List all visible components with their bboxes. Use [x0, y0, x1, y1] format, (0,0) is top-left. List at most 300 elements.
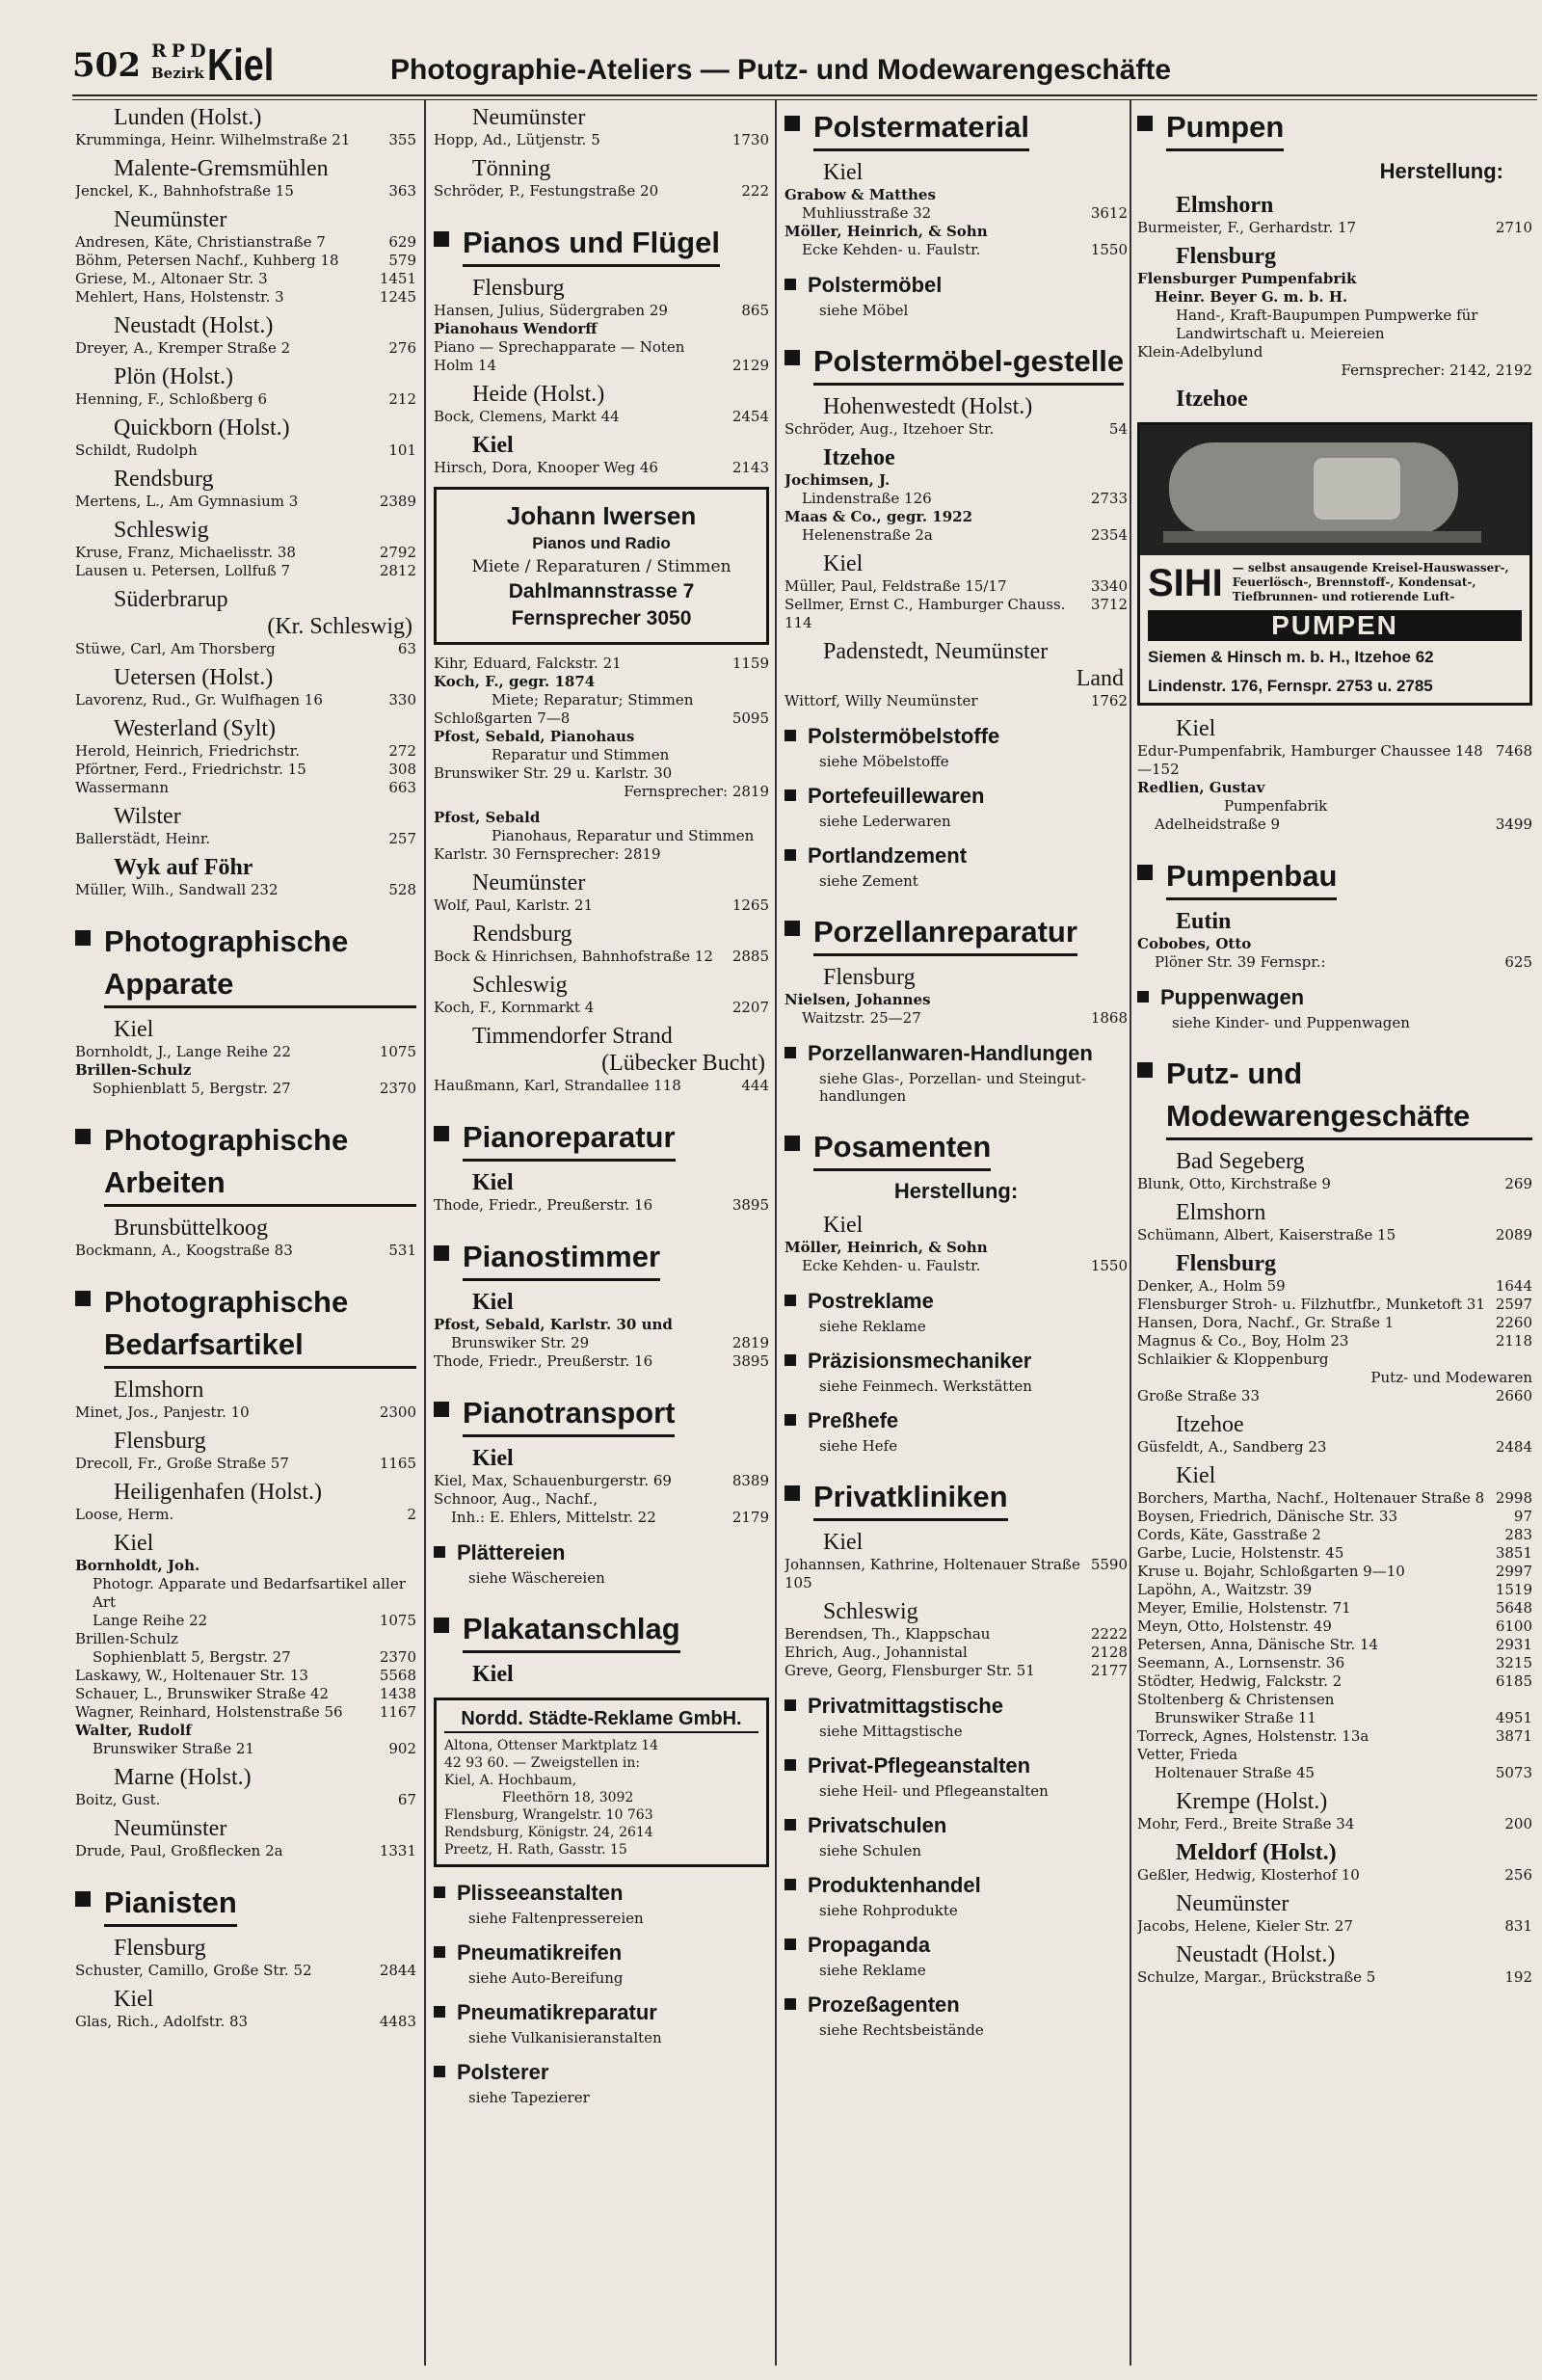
cross-reference: siehe Lederwaren	[819, 813, 951, 830]
listing-name: Mehlert, Hans, Holstenstr. 3	[75, 288, 284, 306]
listing-phone: 308	[388, 761, 416, 778]
city-heading: Krempe (Holst.)	[1176, 1789, 1328, 1814]
section-heading	[434, 1116, 769, 1162]
listing	[434, 709, 769, 728]
listing	[1137, 1314, 1532, 1332]
section-marker	[784, 1998, 796, 2010]
city-heading: Hohenwestedt (Holst.)	[823, 394, 1033, 419]
city-heading: Kiel	[1176, 716, 1216, 741]
listing-phone: 2660	[1495, 1387, 1532, 1404]
listing	[1137, 742, 1532, 779]
listing	[1137, 1175, 1532, 1193]
listing	[1137, 1917, 1532, 1936]
listing-phone: 1075	[379, 1612, 416, 1629]
header-rule	[72, 94, 1537, 96]
city-subheading: Land	[1076, 666, 1124, 691]
section-title: Privatmittagstische	[808, 1694, 1003, 1718]
city-heading: Neumünster	[472, 105, 586, 130]
listing-phone: 1438	[379, 1685, 416, 1702]
column-divider	[424, 100, 426, 2366]
city-heading: Quickborn (Holst.)	[114, 415, 290, 441]
listing	[1137, 1654, 1532, 1672]
listing	[784, 577, 1128, 596]
listing	[784, 1009, 1128, 1028]
listing-name: Kihr, Eduard, Falckstr. 21	[434, 655, 622, 672]
section-marker	[784, 279, 796, 290]
city-heading: Neumünster	[114, 1816, 227, 1841]
listing	[75, 1648, 416, 1667]
section-marker	[784, 350, 800, 365]
listing	[1137, 1672, 1532, 1691]
listing-phone: 1868	[1090, 1009, 1128, 1027]
section-title: Produktenhandel	[808, 1873, 981, 1897]
listing-phone: 4483	[379, 2013, 416, 2030]
listing	[75, 1630, 416, 1648]
city-heading: Süderbrarup	[114, 587, 228, 612]
listing-phone: 5568	[379, 1667, 416, 1684]
listing	[75, 1703, 416, 1722]
listing-name: Mohr, Ferd., Breite Straße 34	[1137, 1815, 1355, 1832]
listing-phone: 2260	[1495, 1314, 1532, 1331]
listing-name: Blunk, Otto, Kirchstraße 9	[1137, 1175, 1331, 1192]
ad-line: Fleethörn 18, 3092	[502, 1790, 634, 1805]
listing-phone: 2931	[1495, 1636, 1532, 1653]
listing	[1137, 1636, 1532, 1654]
listing-phone: 330	[388, 691, 416, 709]
city-heading: Kiel	[114, 1531, 154, 1556]
section-title: Puppenwagen	[1160, 985, 1305, 1009]
city-heading: Neustadt (Holst.)	[1176, 1942, 1336, 1967]
listing	[434, 459, 769, 477]
city-heading: Kiel	[472, 1290, 514, 1315]
section-marker	[784, 1819, 796, 1831]
listing	[784, 596, 1128, 632]
listing-phone: 2207	[731, 999, 769, 1016]
listing-note: Piano — Sprechapparate — Noten	[434, 338, 685, 356]
city-heading: Brunsbüttelkoog	[114, 1216, 268, 1241]
section-heading	[434, 1236, 769, 1281]
listing-phone: 3499	[1495, 816, 1532, 833]
listing-name: Sellmer, Ernst C., Hamburger Chauss. 114	[784, 596, 1066, 631]
listing-phone: 200	[1504, 1815, 1532, 1832]
section-marker	[784, 1879, 796, 1890]
listing-phone: 1550	[1090, 1257, 1128, 1274]
listing-phone: 2143	[731, 459, 769, 476]
listing-name: Muhliusstraße 32	[802, 204, 932, 222]
listing-name: Pfost, Sebald, Pianohaus	[434, 728, 635, 745]
listing-name: Vetter, Frieda	[1137, 1746, 1238, 1763]
section-marker	[1137, 865, 1153, 880]
listing	[75, 1242, 416, 1260]
listing-phone: 1167	[379, 1703, 416, 1721]
listing-phone: 5590	[1090, 1556, 1128, 1573]
section-title: Putz- und Modewarengeschäfte	[1166, 1053, 1532, 1140]
cross-reference: siehe Möbel	[819, 302, 909, 319]
listing-phone: 3712	[1090, 596, 1128, 613]
section-marker	[434, 2066, 445, 2077]
listing-phone: 192	[1504, 1968, 1532, 1986]
section-heading	[75, 921, 416, 1008]
listing	[434, 182, 769, 201]
city-heading: Meldorf (Holst.)	[1176, 1840, 1337, 1865]
section-heading	[434, 1608, 769, 1653]
section-title: Privatkliniken	[813, 1476, 1008, 1521]
listing-phone: 101	[388, 441, 416, 459]
section-heading	[784, 1933, 1128, 1958]
listing-name: Helenenstraße 2a	[802, 526, 933, 544]
listing	[784, 692, 1128, 710]
section-marker	[75, 1291, 91, 1306]
listing-name: Stoltenberg & Christensen	[1137, 1691, 1335, 1708]
listing-phone: 2885	[731, 948, 769, 965]
cross-reference: siehe Kinder- und Puppenwagen	[1172, 1014, 1410, 1031]
ad-phone: Fernsprecher 3050	[511, 607, 692, 629]
section-marker	[434, 1618, 449, 1633]
column-divider	[1130, 100, 1131, 2366]
listing-phone: 2733	[1090, 490, 1128, 507]
listing	[75, 1740, 416, 1758]
listing-name: Stüwe, Carl, Am Thorsberg	[75, 640, 276, 657]
listing	[434, 1472, 769, 1490]
listing	[1137, 1563, 1532, 1581]
section-title: Privatschulen	[808, 1813, 947, 1837]
listing-name: Jenckel, K., Bahnhofstraße 15	[75, 182, 294, 200]
ad-line: Preetz, H. Rath, Gasstr. 15	[444, 1842, 627, 1858]
column-2	[434, 100, 769, 2366]
city-heading: Uetersen (Holst.)	[114, 665, 274, 690]
section-title: Pneumatikreifen	[457, 1940, 623, 1965]
cross-reference: siehe Auto-Bereifung	[468, 1969, 624, 1987]
section-heading	[75, 1119, 416, 1207]
listing-name: Drecoll, Fr., Große Straße 57	[75, 1455, 289, 1472]
listing-name: Schlaikier & Kloppenburg	[1137, 1350, 1329, 1368]
section-heading	[784, 1873, 1128, 1898]
section-marker	[75, 1129, 91, 1144]
city-heading: Rendsburg	[472, 922, 572, 947]
listing	[75, 252, 416, 270]
listing	[434, 1334, 769, 1352]
listing-note: Miete; Reparatur; Stimmen	[492, 691, 694, 709]
section-marker	[784, 1759, 796, 1771]
section-heading	[784, 1126, 1128, 1171]
city-heading: Kiel	[823, 1213, 864, 1238]
listing-name: Schümann, Albert, Kaiserstraße 15	[1137, 1226, 1396, 1243]
listing-name: Hirsch, Dora, Knooper Weg 46	[434, 459, 658, 476]
section-heading	[784, 1813, 1128, 1838]
ad-line: Flensburg, Wrangelstr. 10 763	[444, 1807, 653, 1823]
listing-name: Lange Reihe 22	[93, 1612, 208, 1629]
listing-phone: 6100	[1495, 1618, 1532, 1635]
city-heading: Lunden (Holst.)	[114, 105, 262, 130]
section-heading	[784, 911, 1128, 956]
ad-line: Rendsburg, Königstr. 24, 2614	[444, 1825, 653, 1840]
listing-phone: 531	[388, 1242, 416, 1259]
listing-phone: 5073	[1495, 1764, 1532, 1781]
city-heading: Malente-Gremsmühlen	[114, 156, 329, 181]
listing-name: Koch, F., Kornmarkt 4	[434, 999, 595, 1016]
city-heading: Flensburg	[114, 1936, 206, 1961]
listing-name: Inh.: E. Ehlers, Mittelstr. 22	[451, 1509, 656, 1526]
advertisement-iwersen	[434, 487, 769, 645]
listing-name: Loose, Herm.	[75, 1506, 174, 1523]
cross-reference: siehe Reklame	[819, 1318, 926, 1335]
listing	[1137, 1866, 1532, 1885]
section-heading	[75, 1281, 416, 1369]
listing	[1137, 1387, 1532, 1405]
listing	[1137, 343, 1532, 361]
listing-name: Jochimsen, J.	[784, 471, 891, 489]
city-heading: Itzehoe	[1176, 1412, 1244, 1437]
listing-phone: 2179	[731, 1509, 769, 1526]
section-heading	[784, 1476, 1128, 1521]
cross-reference: siehe Rohprodukte	[819, 1902, 958, 1919]
listing-name: Griese, M., Altonaer Str. 3	[75, 270, 268, 287]
listing-name: Klein-Adelbylund	[1137, 343, 1263, 361]
section-title: Posamenten	[813, 1126, 991, 1171]
listing-name: Bock & Hinrichsen, Bahnhofstraße 12	[434, 948, 713, 965]
listing-name: Flensburger Stroh- u. Filzhutfbr., Munketoft 31	[1137, 1296, 1485, 1313]
section-heading	[784, 1041, 1128, 1066]
listing	[75, 1455, 416, 1473]
listing-phone: 257	[388, 830, 416, 847]
listing-note: Pumpenfabrik	[1224, 797, 1328, 815]
section-title: Pumpen	[1166, 106, 1284, 151]
cross-reference: siehe Rechtsbeistände	[819, 2021, 984, 2039]
city-heading: Heide (Holst.)	[472, 382, 605, 407]
listing	[1137, 953, 1532, 972]
listing	[434, 1196, 769, 1215]
listing	[434, 357, 769, 375]
city-heading: Kiel	[472, 1170, 514, 1195]
city-subheading: (Lübecker Bucht)	[601, 1051, 765, 1076]
listing-name: Schröder, Aug., Itzehoer Str.	[784, 420, 995, 438]
listing	[1137, 1727, 1532, 1746]
section-title: Prozeßagenten	[808, 1992, 960, 2017]
listing	[784, 526, 1128, 545]
listing	[1137, 1350, 1532, 1369]
listing-phone: 1451	[379, 270, 416, 287]
section-marker	[784, 921, 800, 936]
section-title: Photographische Arbeiten	[104, 1119, 416, 1207]
city-heading: Bad Segeberg	[1176, 1149, 1305, 1174]
listing	[75, 233, 416, 252]
section-title: Pumpenbau	[1166, 855, 1337, 900]
listing-name: Schuster, Camillo, Große Str. 52	[75, 1962, 312, 1979]
listing-name: Boysen, Friedrich, Dänische Str. 33	[1137, 1508, 1397, 1525]
listing	[784, 471, 1128, 490]
listing	[784, 1625, 1128, 1644]
listing	[75, 1722, 416, 1740]
listing-phone: 663	[388, 779, 416, 796]
pump-motor-shape	[1314, 458, 1400, 520]
ad-address: Dahlmannstrasse 7	[508, 580, 695, 602]
listing-name: Güsfeldt, A., Sandberg 23	[1137, 1438, 1327, 1456]
city-heading: Elmshorn	[1176, 193, 1274, 218]
listing-name: Möller, Heinrich, & Sohn	[784, 223, 988, 240]
listing	[434, 948, 769, 966]
section-marker	[784, 1485, 800, 1501]
listing-name: Böhm, Petersen Nachf., Kuhberg 18	[75, 252, 339, 269]
listing-name: Dreyer, A., Kremper Straße 2	[75, 339, 291, 357]
listing-name: Thode, Friedr., Preußerstr. 16	[434, 1352, 653, 1370]
section-marker	[434, 1402, 449, 1417]
listing-phone: 212	[388, 390, 416, 408]
ad-company-name: Johann Iwersen	[506, 501, 697, 530]
listing	[434, 809, 769, 827]
listing	[1137, 1332, 1532, 1350]
section-marker	[784, 1295, 796, 1306]
listing-phone: 1730	[731, 131, 769, 148]
listing	[75, 1685, 416, 1703]
listing	[75, 182, 416, 201]
section-marker	[434, 1886, 445, 1898]
listing-phone: 283	[1504, 1526, 1532, 1543]
listing	[434, 1352, 769, 1371]
listing-phone: 2998	[1495, 1489, 1532, 1507]
ad-headline	[1140, 555, 1529, 606]
listing-name: Schloßgarten 7—8	[434, 709, 571, 727]
city-heading: Kiel	[823, 1530, 864, 1555]
listing	[75, 288, 416, 307]
listing-phone: 7468	[1495, 742, 1532, 760]
listing	[784, 186, 1128, 204]
listing-name: Kruse u. Bojahr, Schloßgarten 9—10	[1137, 1563, 1405, 1580]
listing-name: Brunswiker Str. 29	[451, 1334, 590, 1351]
listing-name: Drude, Paul, Großflecken 2a	[75, 1842, 283, 1859]
section-marker	[1137, 991, 1149, 1003]
listing-name: Herold, Heinrich, Friedrichstr.	[75, 742, 300, 760]
listing-phone: 3340	[1090, 577, 1128, 595]
section-marker	[75, 1891, 91, 1907]
listing-note: Photogr. Apparate und Bedarfsartikel aller Art	[93, 1575, 406, 1611]
listing-phone: 1075	[379, 1043, 416, 1060]
listing-name: Hopp, Ad., Lütjenstr. 5	[434, 131, 600, 148]
section-heading	[784, 1992, 1128, 2018]
section-title: Portefeuillewaren	[808, 784, 985, 808]
listing-name: Wassermann	[75, 779, 169, 796]
section-marker	[434, 1946, 445, 1958]
section-marker	[784, 1354, 796, 1366]
listing-phone: 63	[397, 640, 416, 657]
listing-phone: 3215	[1495, 1654, 1532, 1671]
listing	[434, 320, 769, 338]
listing-phone: 4951	[1495, 1709, 1532, 1726]
section-title: Pianostimmer	[463, 1236, 660, 1281]
listing-name: Holtenauer Straße 45	[1155, 1764, 1316, 1781]
ad-line: Altona, Ottenser Marktplatz 14	[444, 1738, 659, 1753]
listing-phone: 2454	[731, 408, 769, 425]
listing	[1137, 1815, 1532, 1833]
section-heading	[784, 1694, 1128, 1719]
listing-phone: 2819	[731, 1334, 769, 1351]
listing-name: Plöner Str. 39 Fernspr.:	[1155, 953, 1326, 971]
listing	[784, 1257, 1128, 1275]
listing-name: Brillen-Schulz	[75, 1630, 178, 1647]
listing-name: Bornholdt, Joh.	[75, 1557, 200, 1574]
listing	[1137, 1438, 1532, 1457]
listing	[1137, 1544, 1532, 1563]
listing-name: Karlstr. 30 Fernsprecher: 2819	[434, 845, 661, 863]
listing-name: Lausen u. Petersen, Lollfuß 7	[75, 562, 291, 579]
listing-phone: 528	[388, 881, 416, 898]
column-divider	[775, 100, 777, 2366]
city-heading: Kiel	[1176, 1463, 1216, 1488]
listing-name: Seemann, A., Lornsenstr. 36	[1137, 1654, 1345, 1671]
listing-name: Thode, Friedr., Preußerstr. 16	[434, 1196, 653, 1214]
listing-name: Maas & Co., gegr. 1922	[784, 508, 973, 525]
listing	[75, 544, 416, 562]
listing-name: Grabow & Matthes	[784, 186, 936, 203]
city-heading: Neumünster	[114, 207, 227, 232]
city-heading: Marne (Holst.)	[114, 1765, 252, 1790]
section-heading	[434, 2060, 769, 2085]
section-heading	[784, 1349, 1128, 1374]
listing-phone: 1762	[1090, 692, 1128, 709]
listing-name: Müller, Paul, Feldstraße 15/17	[784, 577, 1007, 595]
listing-phone: 1331	[379, 1842, 416, 1859]
listing-phone: 2389	[379, 493, 416, 510]
listing	[75, 1557, 416, 1575]
section-heading	[784, 843, 1128, 869]
listing-name: Pfost, Sebald	[434, 809, 541, 826]
cross-reference: siehe Tapezierer	[468, 2089, 590, 2106]
listing	[75, 131, 416, 149]
listing-name: Cords, Käte, Gasstraße 2	[1137, 1526, 1321, 1543]
listing-name: Ecke Kehden- u. Faulstr.	[802, 241, 981, 258]
section-marker	[434, 2006, 445, 2018]
city-heading: Flensburg	[823, 965, 916, 990]
listing-name: Wolf, Paul, Karlstr. 21	[434, 896, 594, 914]
city-heading: Itzehoe	[823, 445, 895, 470]
listing	[75, 640, 416, 658]
listing	[75, 1061, 416, 1080]
listing	[1137, 1508, 1532, 1526]
listing-name: Brillen-Schulz	[75, 1061, 192, 1079]
listing-name: Denker, A., Holm 59	[1137, 1277, 1286, 1295]
listing-phone: 2370	[379, 1080, 416, 1097]
listing-name: Schulze, Margar., Brückstraße 5	[1137, 1968, 1376, 1986]
listing-phone: 276	[388, 339, 416, 357]
listing-name: Jacobs, Helene, Kieler Str. 27	[1137, 1917, 1353, 1935]
city-heading: Wilster	[114, 804, 181, 829]
listing	[75, 1404, 416, 1422]
listing	[75, 779, 416, 797]
listing-name: Boitz, Gust.	[75, 1791, 161, 1808]
listing	[434, 764, 769, 783]
section-marker	[784, 789, 796, 801]
listing	[75, 761, 416, 779]
listing-phone: 2	[407, 1506, 416, 1523]
cross-reference: siehe Mittagstische	[819, 1723, 963, 1740]
listing-phone: 256	[1504, 1866, 1532, 1884]
city-heading: Kiel	[472, 1662, 514, 1687]
listing-name: Redlien, Gustav	[1137, 779, 1265, 796]
section-title: Portlandzement	[808, 843, 968, 868]
listing-phone: 579	[388, 252, 416, 269]
section-title: Porzellanwaren-Handlungen	[808, 1041, 1093, 1065]
city-heading: Flensburg	[1176, 1251, 1277, 1276]
listing	[434, 896, 769, 915]
listing	[784, 508, 1128, 526]
listing	[75, 1043, 416, 1061]
listing-phone: 97	[1513, 1508, 1532, 1525]
city-heading: Rendsburg	[114, 467, 214, 492]
listing-name: Bock, Clemens, Markt 44	[434, 408, 620, 425]
cross-reference: siehe Schulen	[819, 1842, 922, 1859]
listing-phone: 2300	[379, 1404, 416, 1421]
listing-name: Greve, Georg, Flensburger Str. 51	[784, 1662, 1035, 1679]
listing	[784, 1644, 1128, 1662]
